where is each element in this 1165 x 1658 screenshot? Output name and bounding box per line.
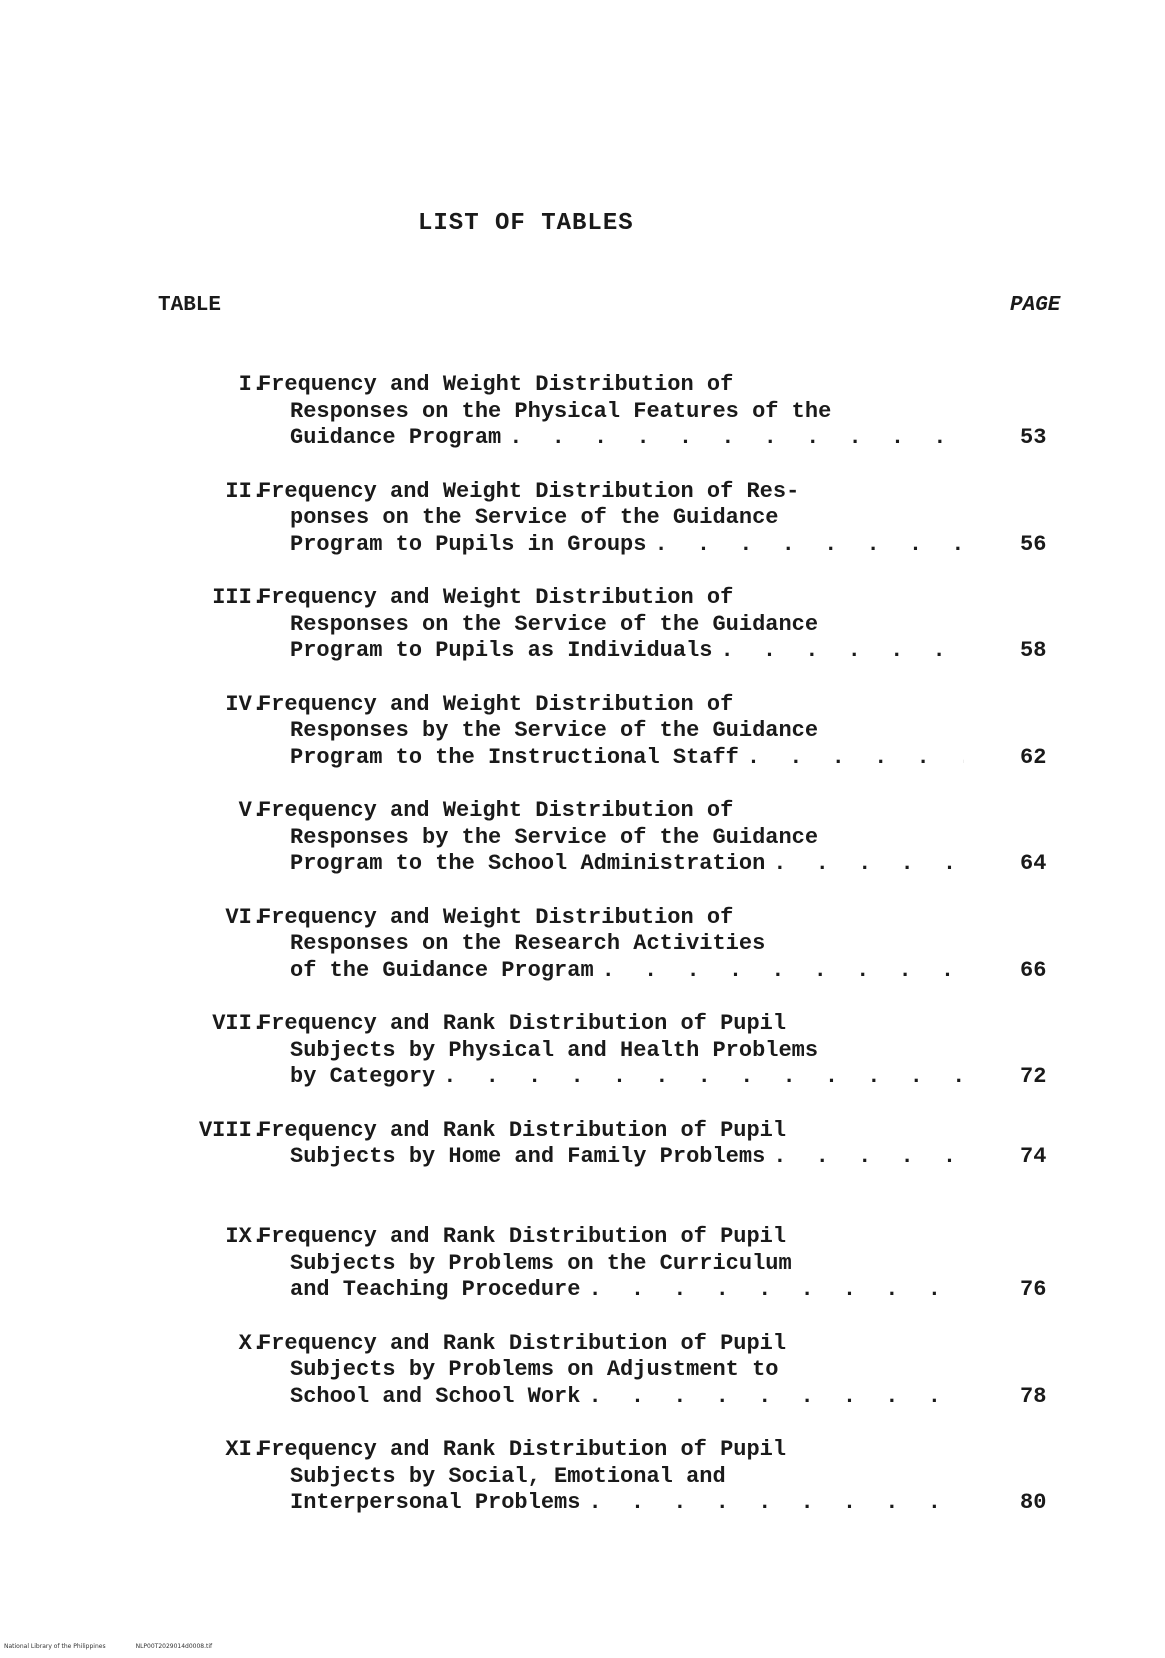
entry-caption-line: Frequency and Rank Distribution of Pupil	[258, 1117, 787, 1143]
entry-caption-line-text: Program to Pupils as Individuals	[290, 638, 713, 663]
entry-caption-line-text: Subjects by Home and Family Problems	[290, 1144, 766, 1169]
entry-caption	[258, 585, 968, 665]
entry-caption-line: Responses by the Service of the Guidance	[290, 718, 819, 743]
table-list-entry	[0, 1224, 1165, 1331]
entry-numeral: V.	[238, 798, 265, 823]
entry-caption-line	[258, 958, 968, 985]
entry-caption	[258, 372, 968, 452]
entry-page-number: 62	[1020, 744, 1047, 770]
entry-caption-line-text: Interpersonal Problems	[290, 1490, 581, 1515]
dot-leader	[773, 1144, 964, 1171]
entry-numeral: VIII.	[198, 1117, 265, 1143]
entry-caption	[258, 1224, 968, 1304]
entry-caption-line	[258, 745, 968, 772]
entry-caption-line-text: Program to the School Administration	[290, 851, 766, 876]
entry-caption-line: Frequency and Weight Distribution of Res-	[258, 478, 800, 504]
entry-numeral: VI.	[225, 904, 265, 930]
dot-leader	[588, 1490, 964, 1517]
entry-caption-line-text: Guidance Program	[290, 425, 502, 450]
dot-leader	[602, 958, 964, 985]
entry-numeral: III.	[212, 585, 265, 610]
entry-caption-line: Frequency and Rank Distribution of Pupil	[258, 1011, 787, 1036]
entry-caption-line: Responses on the Research Activities	[290, 931, 766, 956]
entry-caption-line: Frequency and Weight Distribution of	[258, 585, 734, 610]
entry-caption-line	[258, 851, 968, 878]
entry-page-number: 74	[1020, 1144, 1047, 1169]
entry-caption-line: Frequency and Weight Distribution of	[258, 904, 734, 930]
entry-numeral: X.	[238, 1330, 265, 1356]
table-list-entry	[0, 1437, 1165, 1544]
entry-caption-line	[258, 1384, 968, 1411]
entry-caption-line: Subjects by Social, Emotional and	[290, 1463, 726, 1489]
entry-caption-line	[258, 1144, 968, 1171]
entry-caption-line-text: Program to Pupils in Groups	[290, 531, 647, 557]
entry-page-number: 76	[1020, 1277, 1047, 1302]
library-credit: National Library of the Philippines	[4, 1643, 106, 1650]
entry-caption	[258, 905, 968, 985]
entry-caption-line-text: of the Guidance Program	[290, 957, 594, 983]
entry-caption	[258, 1331, 968, 1411]
entry-caption-line: Responses on the Physical Features of the	[290, 398, 832, 424]
entry-numeral: XI.	[225, 1437, 265, 1462]
entry-caption-line	[258, 1277, 968, 1304]
entry-caption-line: Frequency and Rank Distribution of Pupil	[258, 1224, 787, 1249]
entry-caption	[258, 479, 968, 559]
entry-caption-line: Frequency and Weight Distribution of	[258, 372, 734, 397]
entry-page-number: 53	[1020, 425, 1047, 450]
entry-caption-line	[258, 425, 968, 452]
entry-page-number: 72	[1020, 1064, 1047, 1089]
entry-numeral: II.	[225, 478, 265, 504]
page-column-header: PAGE	[1010, 294, 1061, 317]
dot-leader	[747, 745, 964, 772]
entry-caption-line	[258, 1490, 968, 1517]
entry-numeral: VII.	[212, 1011, 265, 1036]
dot-leader	[588, 1277, 964, 1304]
entry-caption-line: Responses by the Service of the Guidance	[290, 824, 819, 850]
dot-leader	[588, 1384, 964, 1411]
entry-caption-line	[258, 638, 968, 665]
dot-leader	[443, 1064, 964, 1091]
entry-page-number: 78	[1020, 1383, 1047, 1409]
entry-page-number: 56	[1020, 531, 1047, 557]
table-list-entry	[0, 372, 1165, 479]
entry-caption-line	[258, 532, 968, 559]
scan-footer	[4, 1643, 212, 1650]
entry-page-number: 58	[1020, 638, 1047, 663]
entry-caption-line: Subjects by Problems on Adjustment to	[290, 1357, 779, 1382]
entry-caption-line: ponses on the Service of the Guidance	[290, 505, 779, 530]
entry-page-number: 64	[1020, 851, 1047, 876]
entry-caption-line: Frequency and Weight Distribution of	[258, 691, 734, 717]
entry-caption-line-text: School and School Work	[290, 1383, 581, 1409]
entry-caption	[258, 798, 968, 878]
entry-numeral: IV.	[225, 691, 265, 717]
table-column-header: TABLE	[158, 294, 222, 317]
entry-caption-line: Subjects by Physical and Health Problems	[290, 1037, 819, 1063]
dot-leader	[720, 638, 964, 665]
table-list-entry	[0, 1331, 1165, 1438]
entry-caption	[258, 692, 968, 772]
table-list-entry	[0, 905, 1165, 1012]
entry-caption-line: Frequency and Rank Distribution of Pupil	[258, 1437, 787, 1462]
entry-caption-line	[258, 1064, 968, 1091]
table-list-entry	[0, 1118, 1165, 1225]
page-title: LIST OF TABLES	[418, 210, 634, 237]
entry-caption-line-text: by Category	[290, 1064, 436, 1089]
entry-caption-line: Subjects by Problems on the Curriculum	[290, 1250, 792, 1276]
table-list-entry	[0, 798, 1165, 905]
table-list-entry	[0, 1011, 1165, 1118]
entry-caption	[258, 1437, 968, 1517]
entry-page-number: 66	[1020, 957, 1047, 983]
entry-numeral: IX.	[225, 1224, 265, 1249]
entry-caption-line: Frequency and Rank Distribution of Pupil	[258, 1330, 787, 1356]
table-list-entry	[0, 585, 1165, 692]
dot-leader	[773, 851, 964, 878]
table-list	[0, 372, 1165, 1544]
entry-page-number: 80	[1020, 1490, 1047, 1515]
table-list-entry	[0, 479, 1165, 586]
dot-leader	[509, 425, 964, 452]
entry-caption	[258, 1118, 968, 1171]
entry-caption-line: Frequency and Weight Distribution of	[258, 798, 734, 823]
entry-caption-line-text: and Teaching Procedure	[290, 1277, 581, 1302]
table-list-entry	[0, 692, 1165, 799]
entry-caption-line-text: Program to the Instructional Staff	[290, 744, 739, 770]
entry-numeral: I.	[238, 372, 265, 397]
dot-leader	[654, 532, 964, 559]
entry-caption	[258, 1011, 968, 1091]
scan-file-id: NLP00T2029014d0008.tif	[135, 1643, 213, 1650]
entry-caption-line: Responses on the Service of the Guidance	[290, 611, 819, 637]
